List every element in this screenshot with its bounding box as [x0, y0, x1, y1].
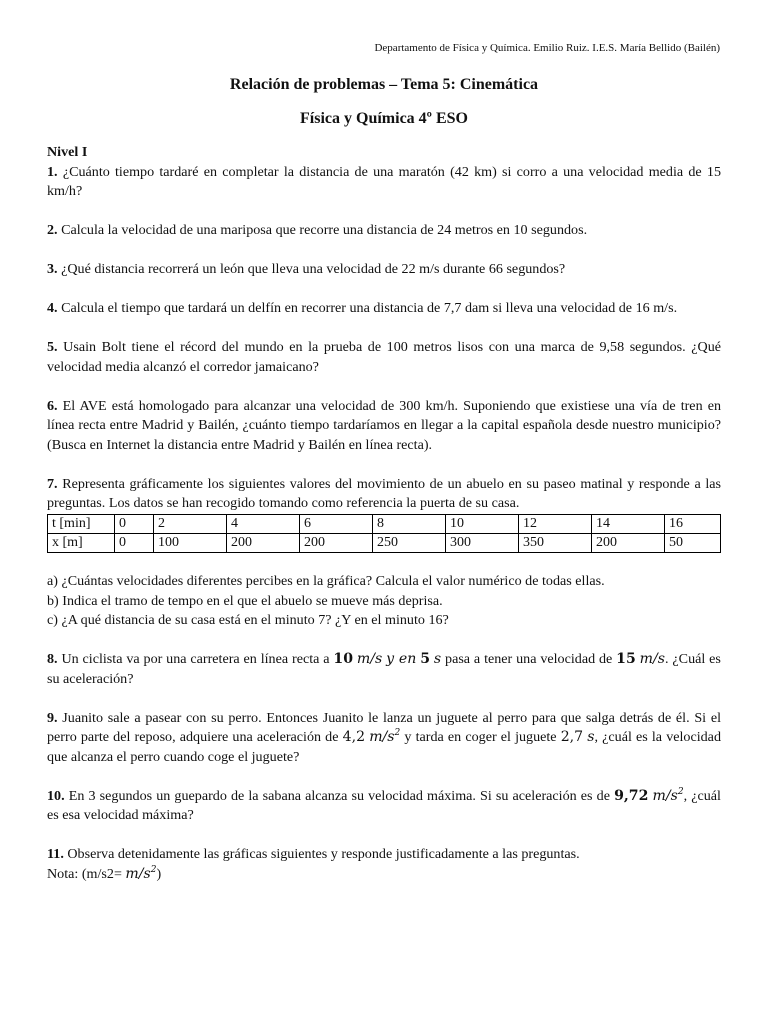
- note-text: ): [156, 865, 162, 882]
- table-cell: 8: [372, 514, 445, 533]
- page-header: Departamento de Física y Química. Emilio Ruiz. I.E.S. María Bellido (Bailén): [374, 42, 720, 54]
- motion-data-table: [47, 514, 721, 553]
- problem-text: Calcula el tiempo que tardará un delfín en recorrer una distancia de 7,7 dam si lleva una velocidad de 16 m/s.: [61, 300, 678, 316]
- table-row-time: [48, 514, 721, 533]
- table-cell: 2: [153, 514, 226, 533]
- problem-number: 6.: [47, 397, 58, 414]
- problem-10: [47, 787, 721, 826]
- problem-number: 7.: [47, 475, 58, 492]
- problem-number: 3.: [47, 261, 58, 277]
- problem-text: pasa a tener una velocidad de: [445, 651, 613, 667]
- problem-text: Representa gráficamente los siguientes valores del movimiento de un abuelo en su paseo matinal y responde a las preguntas. Los datos se han recogido tomando como referencia la puerta de su casa.: [47, 475, 721, 511]
- problem-6: [47, 397, 721, 456]
- question-7c: c) ¿A qué distancia de su casa está en el minuto 7? ¿Y en el minuto 16?: [47, 612, 449, 628]
- value: 5: [420, 651, 431, 667]
- problem-text: . ¿Cuál es su aceleración?: [47, 651, 721, 687]
- problem-3: [47, 260, 721, 280]
- problem-1: [47, 163, 721, 202]
- table-row-position: [48, 533, 721, 552]
- problem-number: 11.: [47, 846, 64, 862]
- table-cell: 6: [299, 514, 372, 533]
- table-cell: 350: [518, 533, 591, 552]
- level-heading: Nivel I: [47, 144, 88, 160]
- problem-text: y en: [386, 651, 417, 667]
- problem-number: 2.: [47, 222, 58, 238]
- exponent: 2: [677, 786, 684, 797]
- problem-text: Calcula la velocidad de una mariposa que recorre una distancia de 24 metros en 10 segundos.: [61, 222, 588, 238]
- table-cell: 200: [591, 533, 664, 552]
- problem-number: 5.: [47, 339, 58, 355]
- exponent: 2: [150, 864, 157, 875]
- problem-text: Observa detenidamente las gráficas siguientes y responde justificadamente a las preguntas.: [67, 846, 580, 862]
- unit: m/s: [369, 729, 395, 745]
- value: 2,7: [560, 729, 584, 745]
- problem-11-note: [47, 865, 721, 885]
- table-cell: 0: [115, 514, 154, 533]
- problem-text: En 3 segundos un guepardo de la sabana alcanza su velocidad máxima. Si su aceleración es de: [68, 787, 610, 804]
- value: 9,72: [614, 787, 649, 804]
- problem-2: [47, 221, 721, 241]
- problem-11: [47, 845, 721, 865]
- exponent: 2: [394, 728, 401, 738]
- unit: m/s: [639, 651, 666, 667]
- problem-number: 4.: [47, 300, 58, 316]
- table-cell: x [m]: [48, 533, 115, 552]
- table-cell: 0: [115, 533, 154, 552]
- problem-text: Juanito sale a pasear con su perro. Entonces Juanito le lanza un juguete al perro para que salga detrás de él. Si el perro parte del reposo, adquiere una aceleración de: [47, 709, 721, 745]
- problem-text: El AVE está homologado para alcanzar una velocidad de 300 km/h. Suponiendo que existiese una vía de tren en línea recta entre Madrid y Bailén, ¿cuánto tiempo tardaríamos en llegar a la capital española desde nuestro municipio? (Busca en Internet la distancia entre Madrid y Bailén en línea recta).: [47, 397, 721, 453]
- value: 10: [333, 651, 354, 667]
- problem-text: Usain Bolt tiene el récord del mundo en la prueba de 100 metros lisos con una marca de 9,58 segundos. ¿Qué velocidad media alcanzó el corredor jamaicano?: [47, 339, 721, 375]
- value: 4,2: [342, 729, 366, 745]
- unit: s: [587, 729, 595, 745]
- value: 15: [616, 651, 636, 667]
- problem-7: [47, 475, 721, 514]
- table-cell: 12: [518, 514, 591, 533]
- problem-4: [47, 299, 721, 319]
- question-7a: a) ¿Cuántas velocidades diferentes percibes en la gráfica? Calcula el valor numérico de todas ellas.: [47, 573, 605, 589]
- problem-number: 10.: [47, 787, 65, 804]
- problem-text: ¿Qué distancia recorrerá un león que lleva una velocidad de 22 m/s durante 66 segundos?: [61, 261, 566, 277]
- problem-number: 1.: [47, 163, 58, 180]
- unit: s: [433, 651, 442, 667]
- problem-9: [47, 709, 721, 768]
- unit: m/s: [652, 787, 678, 804]
- table-cell: 16: [664, 514, 720, 533]
- problem-number: 8.: [47, 651, 58, 667]
- document-title: Relación de problemas – Tema 5: Cinemática: [229, 76, 539, 93]
- problem-text: , ¿cuál es esa velocidad máxima?: [47, 787, 721, 823]
- unit: m/s: [356, 651, 383, 667]
- table-cell: 50: [664, 533, 720, 552]
- unit: m/s: [125, 865, 151, 882]
- problem-text: , ¿cuál es la velocidad que alcanza el perro cuando coge el juguete?: [47, 729, 721, 765]
- problem-text: ¿Cuánto tiempo tardaré en completar la distancia de una maratón (42 km) si corro a una velocidad media de 15 km/h?: [47, 163, 721, 199]
- table-cell: 4: [226, 514, 299, 533]
- problem-number: 9.: [47, 709, 58, 726]
- problem-text: y tarda en coger el juguete: [404, 729, 557, 745]
- problem-list: [47, 143, 721, 884]
- table-cell: 300: [445, 533, 518, 552]
- document-subtitle: Física y Química 4º ESO: [300, 110, 468, 127]
- table-cell: 200: [226, 533, 299, 552]
- problem-8: [47, 650, 721, 689]
- table-cell: 100: [153, 533, 226, 552]
- problem-5: [47, 338, 721, 377]
- table-cell: 250: [372, 533, 445, 552]
- question-7b: b) Indica el tramo de tempo en el que el abuelo se mueve más deprisa.: [47, 592, 443, 609]
- table-cell: 200: [299, 533, 372, 552]
- table-cell: 14: [591, 514, 664, 533]
- problem-text: Un ciclista va por una carretera en línea recta a: [61, 651, 330, 667]
- table-cell: t [min]: [48, 514, 115, 533]
- table-cell: 10: [445, 514, 518, 533]
- note-text: Nota: (m/s2=: [47, 865, 122, 882]
